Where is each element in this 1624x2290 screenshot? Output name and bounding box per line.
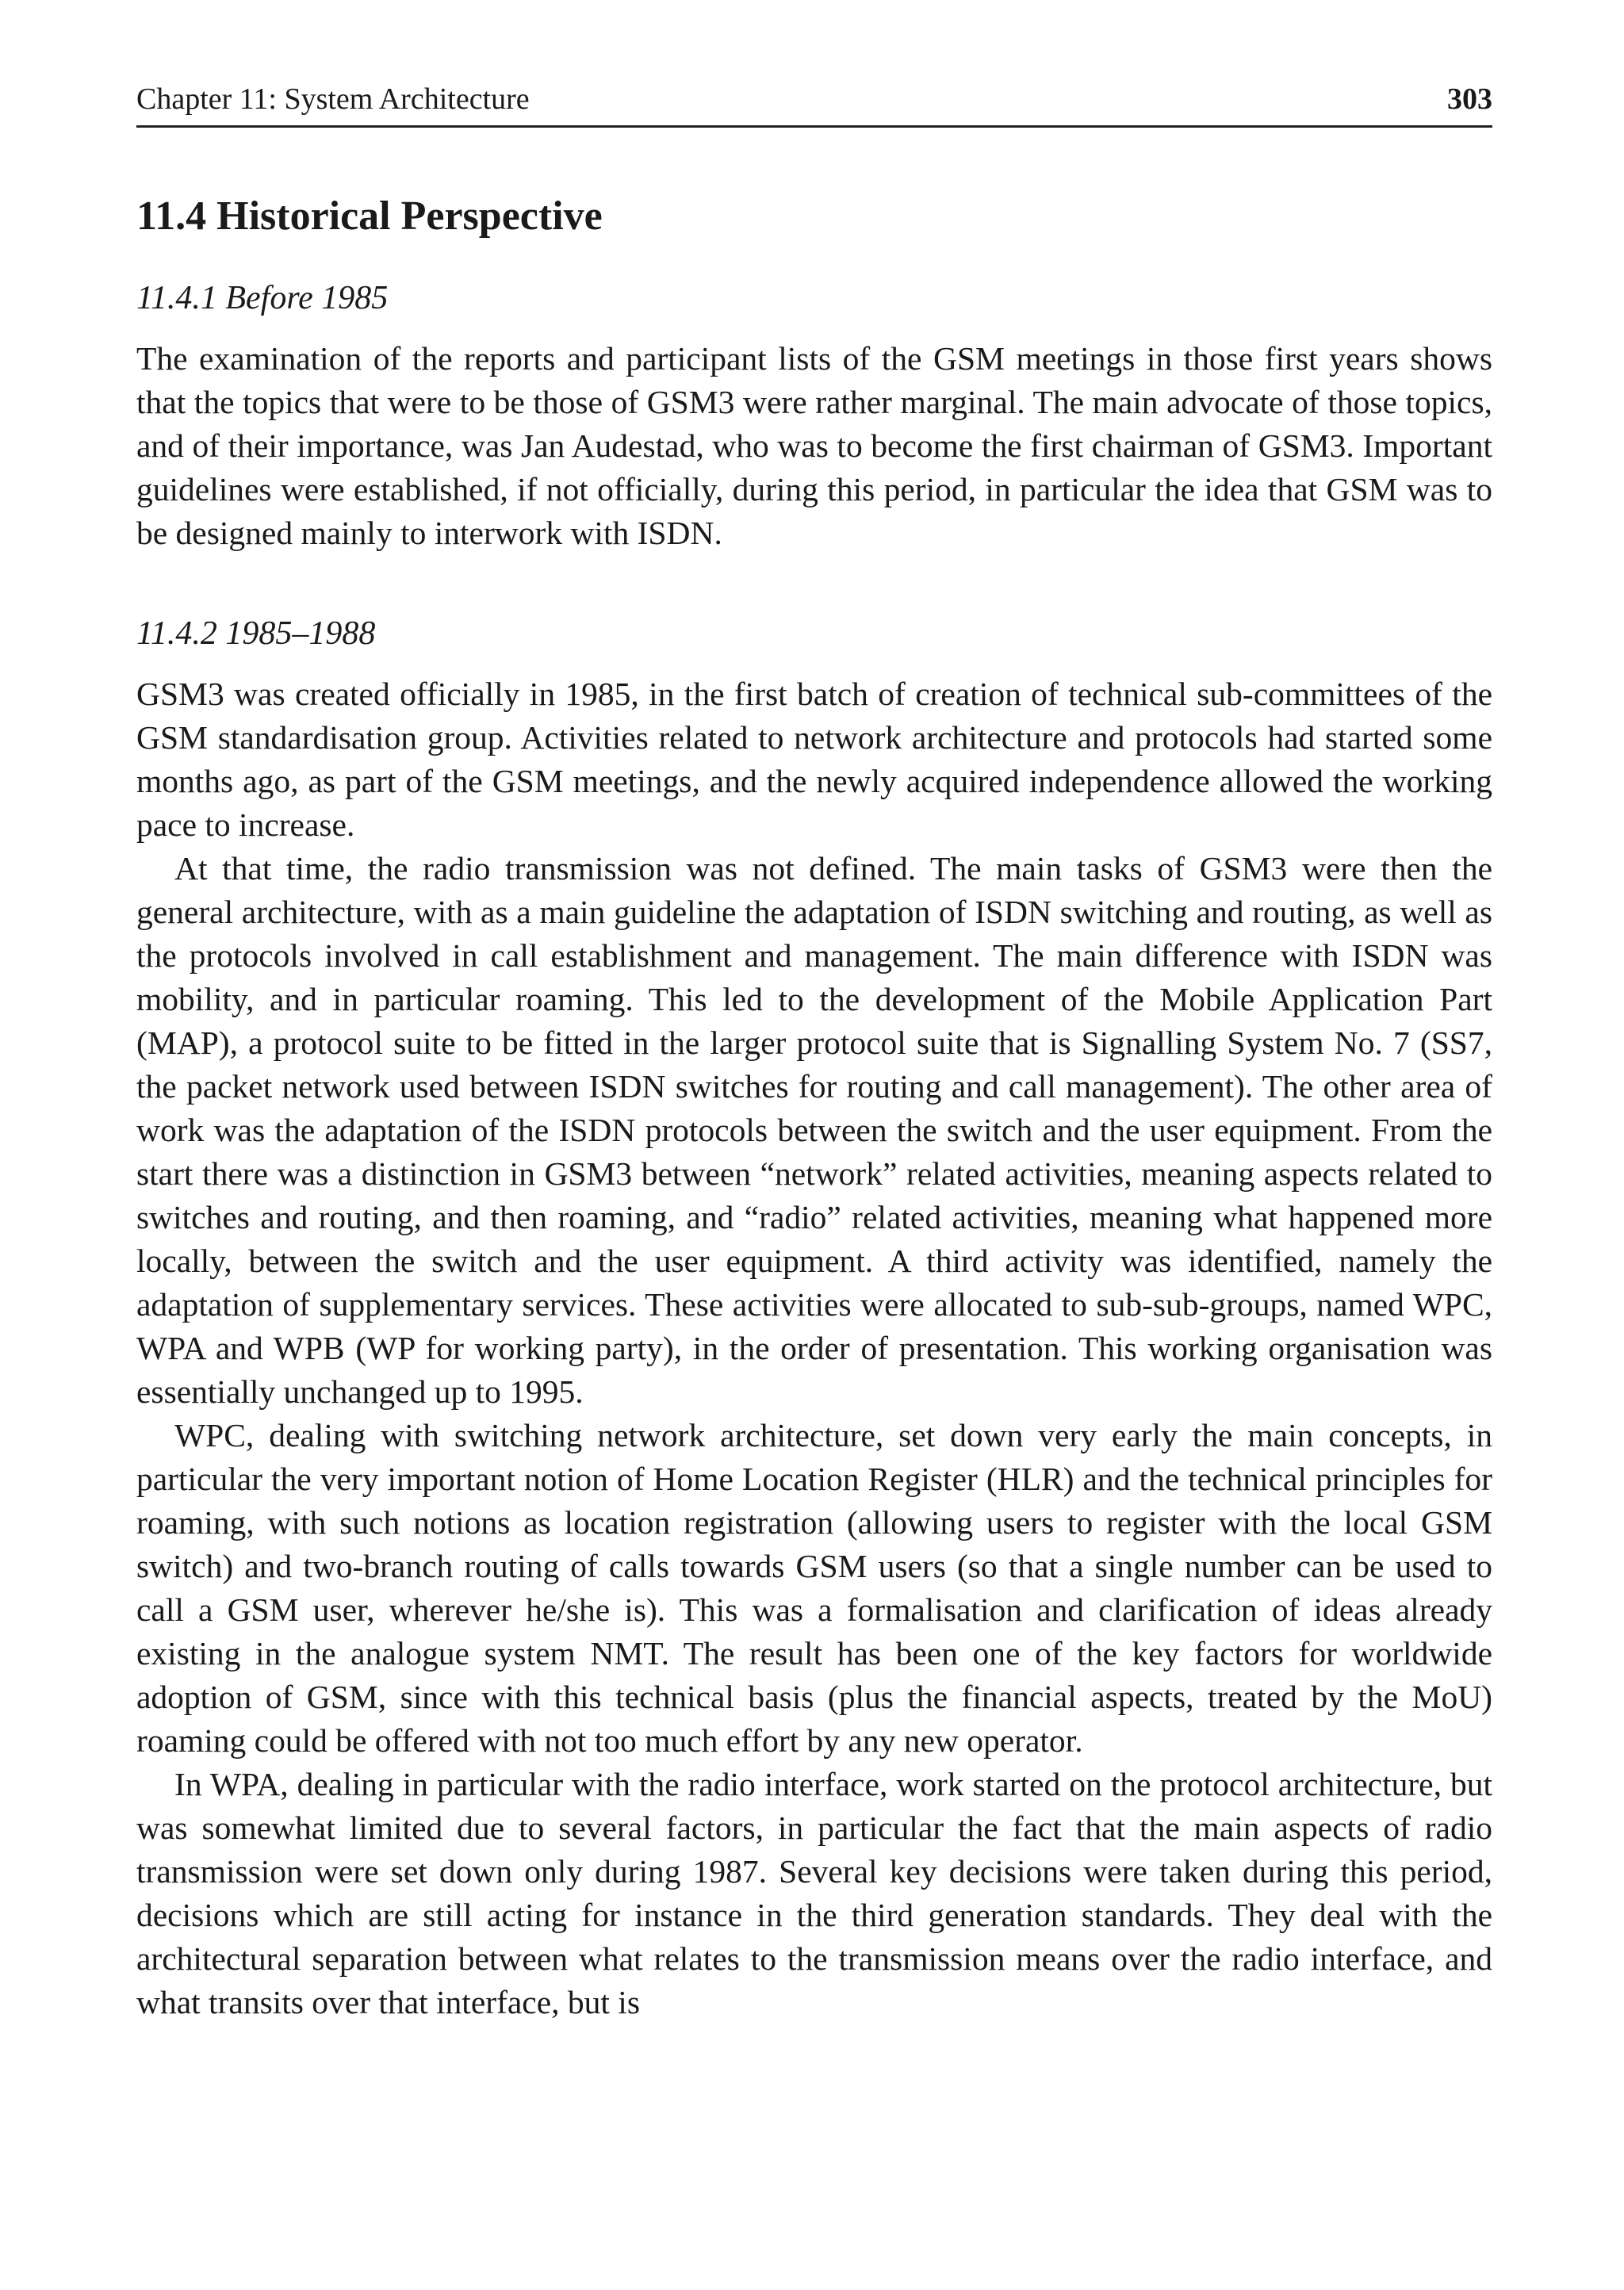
subsection-title-before-1985: 11.4.1 Before 1985 xyxy=(136,280,389,316)
running-header xyxy=(136,79,1492,128)
paragraph: At that time, the radio transmission was not defined. The main tasks of GSM3 were then the general architecture, with as a main guideline the adaptation of ISDN switching and routing, as well as the protocols involved in call establishment and management. The main difference with ISDN was mobility, and in particular roaming. This led to the development of the Mobile Application Part (MAP), a protocol suite to be fitted in the larger protocol suite that is Signalling System No. 7 (SS7, the packet network used between ISDN switches for routing and call management). The other area of work was the adaptation of the ISDN protocols between the switch and the user equipment. From the start there was a distinction in GSM3 between “network” related activities, meaning aspects related to switches and routing, and then roaming, and “radio” related activities, meaning what happened more locally, between the switch and the user equipment. A third activity was identified, namely the adaptation of supplementary services. These activities were allocated to sub-sub-groups, named WPC, WPA and WPB (WP for working party), in the order of presentation. This working organisation was essentially unchanged up to 1995. xyxy=(136,850,1492,1410)
paragraph: WPC, dealing with switching network architecture, set down very early the main concepts, in particular the very important notion of Home Location Register (HLR) and the technical principles for roaming, with such notions as location registration (allowing users to register with the local GSM switch) and two-branch routing of calls towards GSM users (so that a single number can be used to call a GSM user, wherever he/she is). This was a formalisation and clarification of ideas already existing in the analogue system NMT. The result has been one of the key factors for worldwide adoption of GSM, since with this technical basis (plus the financial aspects, treated by the MoU) roaming could be offered with not too much effort by any new operator. xyxy=(136,1417,1492,1759)
paragraph: The examination of the reports and participant lists of the GSM meetings in those first years shows that the topics that were to be those of GSM3 were rather marginal. The main advocate of those topics, and of their importance, was Jan Audestad, who was to become the first chairman of GSM3. Important guidelines were established, if not officially, during this period, in particular the idea that GSM was to be designed mainly to interwork with ISDN. xyxy=(136,340,1492,551)
section-title: 11.4 Historical Perspective xyxy=(136,193,603,239)
chapter-title: Chapter 11: System Architecture xyxy=(136,82,530,116)
paragraph: In WPA, dealing in particular with the radio interface, work started on the protocol architecture, but was somewhat limited due to several factors, in particular the fact that the main aspects of radio transmission were set down only during 1987. Several key decisions were taken during this period, decisions which are still acting for instance in the third generation standards. They deal with the architectural separation between what relates to the transmission means over the radio interface, and what transits over that interface, but is xyxy=(136,1766,1492,2020)
page-number: 303 xyxy=(1447,82,1492,116)
paragraph: GSM3 was created officially in 1985, in the first batch of creation of technical sub-committees of the GSM standardisation group. Activities related to network architecture and protocols had started some months ago, as part of the GSM meetings, and the newly acquired independence allowed the working pace to increase. xyxy=(136,676,1492,843)
book-page xyxy=(136,79,1492,2024)
subsection-title-1985-1988: 11.4.2 1985–1988 xyxy=(136,615,376,652)
